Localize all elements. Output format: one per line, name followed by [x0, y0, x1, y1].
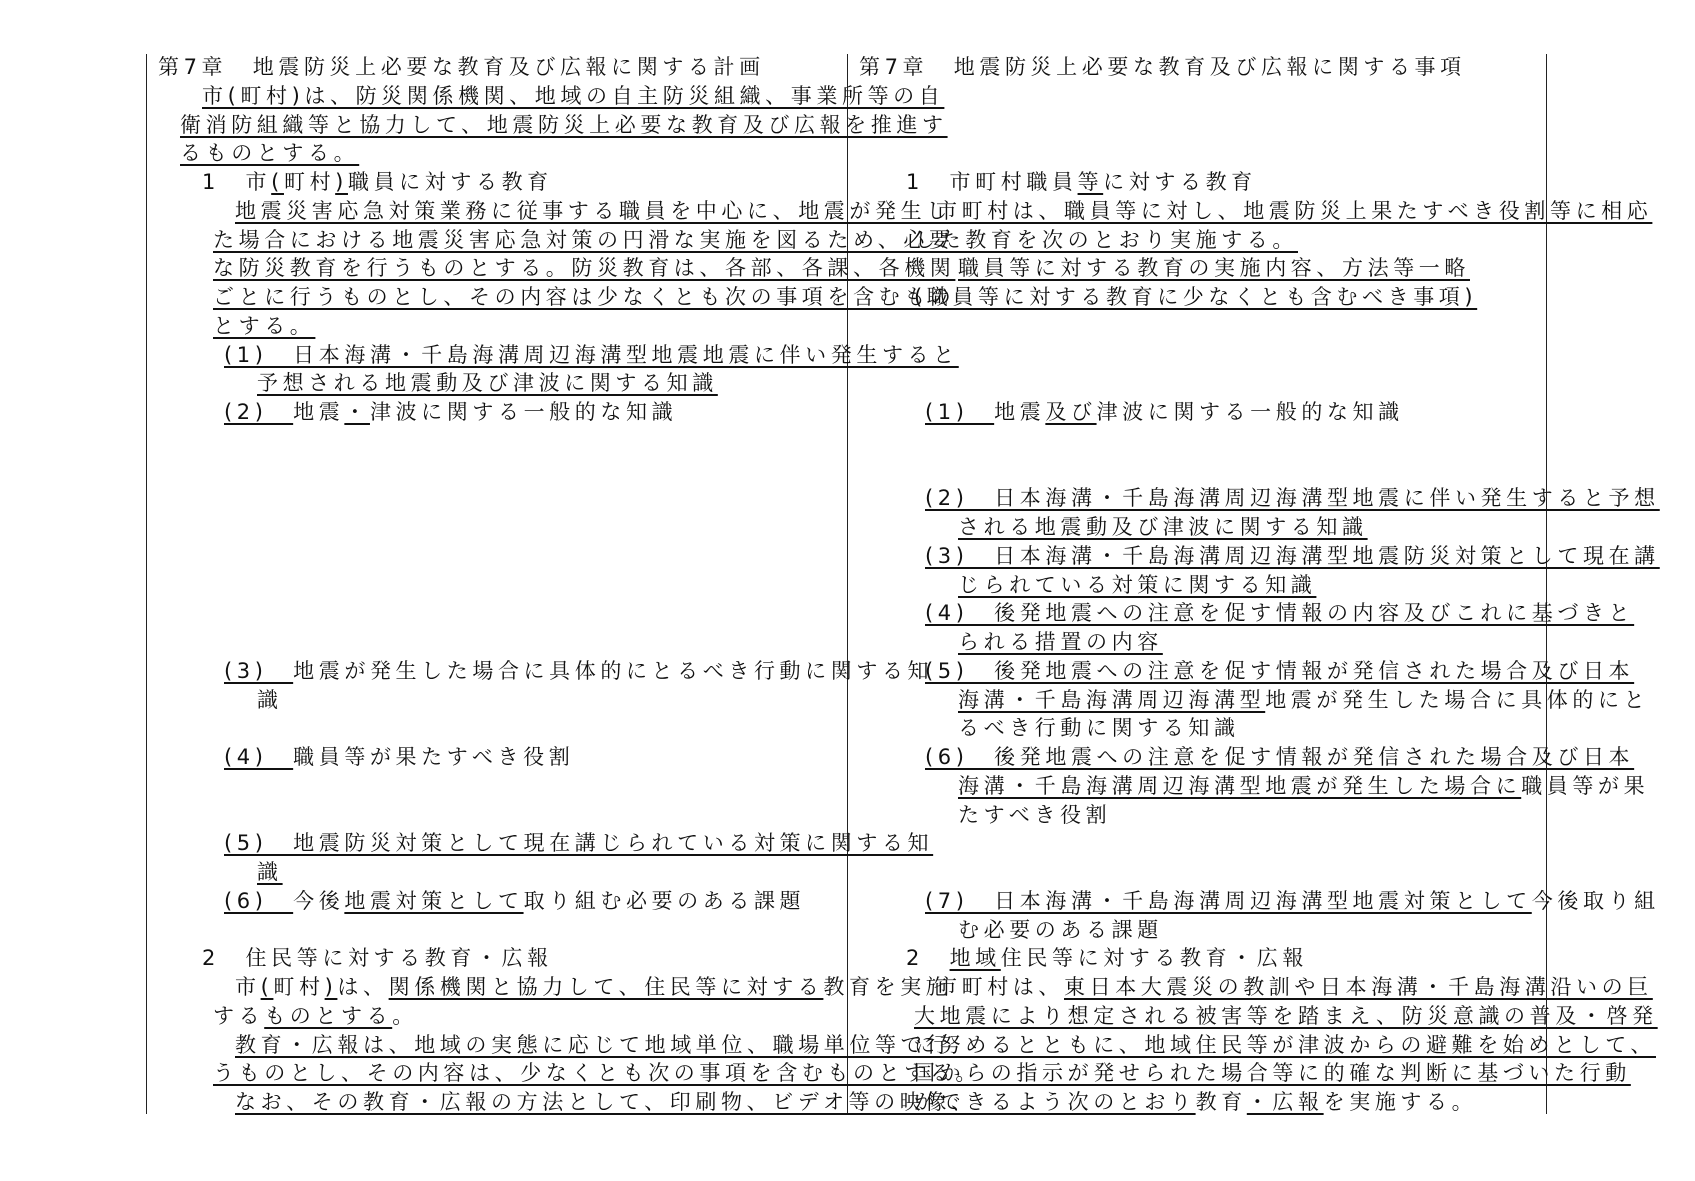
- underlined-text: ものとする: [264, 1003, 393, 1028]
- underlined-text: られる措置の内容: [958, 630, 1163, 654]
- underlined-text: した教育を次のとおり実施する。: [914, 227, 1298, 252]
- text-segment: に対する教育: [1103, 170, 1257, 194]
- text-line: [224, 887, 805, 915]
- underlined-text: 市町村は、職員等に対し、地震防災上果たすべき役割等に相応: [936, 198, 1653, 223]
- text-line: [202, 944, 553, 972]
- underlined-text: (7) 日本海溝・千島海溝周辺海溝型地震対策として: [925, 888, 1532, 913]
- underlined-text: (3): [224, 658, 294, 683]
- underlined-text: ごとに行うものとし、その内容は少なくとも次の事項を含むもの: [213, 285, 956, 309]
- text-segment: 2: [906, 946, 950, 971]
- underlined-text: 及び: [1045, 400, 1097, 424]
- underlined-text: 地震災害応急対策業務に従事する職員を中心に、地震が発生し: [235, 198, 952, 223]
- text-line: [224, 341, 959, 369]
- text-line: [180, 139, 359, 167]
- text-segment: む必要のある課題: [958, 917, 1163, 942]
- text-segment: 職員等が果: [1521, 773, 1650, 798]
- underlined-text: (5) 地震防災対策として現在講じられている対策に関する知: [224, 831, 934, 856]
- text-segment: 職員に対する教育: [347, 170, 553, 194]
- text-segment: 津波に関する一般的な知識: [369, 400, 678, 424]
- text-segment: るべき行動に関する知識: [958, 716, 1240, 741]
- underlined-text: うものとし、その内容は、少なくとも次の事項を含むものとする。: [213, 1061, 981, 1086]
- underlined-text: (4): [224, 745, 294, 769]
- text-line: [213, 1002, 418, 1030]
- underlined-text: 関係機関と協力して、住民等に対する: [388, 975, 824, 999]
- underlined-text: (1): [925, 400, 995, 424]
- text-line: [224, 398, 677, 426]
- text-segment: 地震: [293, 400, 345, 424]
- text-segment: 教育を実施: [823, 975, 952, 999]
- underlined-text: (2) 日本海溝・千島海溝周辺海溝型地震に伴い発生すると予想: [925, 486, 1660, 511]
- text-line: [925, 657, 1634, 685]
- text-line: [224, 657, 933, 685]
- text-line: [914, 283, 1477, 311]
- text-line: [914, 1088, 1477, 1116]
- text-line: [958, 801, 1111, 829]
- underlined-text: (6): [224, 888, 294, 913]
- text-line: [213, 1059, 981, 1087]
- underlined-text: ): [324, 975, 338, 999]
- underlined-text: な防災教育を行うものとする。防災教育は、各部、各課、各機関: [213, 256, 956, 281]
- underlined-text: 衛消防組織等と協力して、地震防災上必要な教育及び広報を推進す: [180, 112, 948, 137]
- underlined-text: 等: [1077, 170, 1104, 194]
- text-line: [914, 1002, 1658, 1030]
- underlined-text: 地震対策として: [344, 888, 524, 913]
- left-chapter-title: [158, 53, 765, 81]
- underlined-text: ができるよう次のとおり: [914, 1090, 1196, 1114]
- underlined-text: 国からの指示が発せられた場合等に的確な判断に基づいた行動: [914, 1061, 1631, 1086]
- text-line: [914, 1059, 1631, 1087]
- underlined-text: 東日本大震災の教訓や日本海溝・千島海溝沿いの巨: [1064, 975, 1653, 999]
- underlined-text: (3) 日本海溝・千島海溝周辺海溝型地震防災対策として現在講: [925, 543, 1660, 568]
- text-line: [224, 743, 574, 771]
- underlined-text: るものとする。: [180, 141, 360, 166]
- underlined-text: ・広報: [1246, 1090, 1324, 1114]
- text-segment: 住民等に対する教育・広報: [1000, 946, 1308, 971]
- underlined-text: 地域: [949, 946, 1001, 971]
- text-segment: 識: [257, 687, 283, 712]
- text-segment: 職員等が果たすべき役割: [293, 745, 575, 769]
- text-segment: 市町村は、: [936, 975, 1064, 999]
- underlined-text: た場合における地震災害応急対策の円滑な実施を図るため、必要: [213, 227, 955, 252]
- text-line: [213, 283, 955, 311]
- text-line: [257, 369, 718, 397]
- text-segment: 教育: [1195, 1090, 1247, 1114]
- text-line: [906, 944, 1308, 972]
- text-line: [180, 111, 948, 139]
- text-segment: 町村: [283, 170, 336, 194]
- text-segment: 1 市町村職員: [906, 170, 1078, 194]
- underlined-text: (6) 後発地震への注意を促す情報が発信された場合及び日本: [925, 745, 1635, 769]
- text-segment: たすべき役割: [958, 802, 1112, 827]
- text-line: [958, 571, 1316, 599]
- text-segment: 地震が発生した場合に具体的にとるべき行動に関する知: [293, 658, 934, 683]
- underlined-text: とする。: [213, 313, 316, 338]
- text-segment: 地震が発生した場合に具体的にと: [1265, 687, 1650, 712]
- text-segment: 今後: [293, 888, 345, 913]
- text-segment: 今後取り組: [1531, 888, 1660, 913]
- left-column-border: [146, 54, 147, 1114]
- text-segment: 第7章 地震防災上必要な教育及び広報に関する計画: [158, 55, 765, 79]
- underlined-text: (: [271, 170, 284, 194]
- right-chapter-title: [859, 53, 1466, 81]
- underlined-text: 教育・広報は、地域の実態に応じて地域単位、職場単位等で行: [235, 1032, 952, 1057]
- text-segment: を実施する。: [1323, 1090, 1478, 1114]
- underlined-text: ・: [344, 400, 370, 424]
- underlined-text: 海溝・千島海溝周辺海溝型: [958, 687, 1266, 712]
- text-line: [906, 168, 1257, 196]
- text-line: [925, 743, 1634, 771]
- underlined-text: (4) 後発地震への注意を促す情報の内容及びこれに基づきと: [925, 601, 1635, 626]
- underlined-text: なお、その教育・広報の方法として、印刷物、ビデオ等の映像、: [235, 1090, 977, 1114]
- text-segment: 第7章 地震防災上必要な教育及び広報に関する事項: [859, 55, 1466, 79]
- underlined-text: (5) 後発地震への注意を促す情報が発信された場合及び日本: [925, 658, 1635, 683]
- underlined-text: 識: [257, 860, 283, 884]
- underlined-text: 職員等に対する教育の実施内容、方法等一略: [958, 256, 1470, 281]
- underlined-text: 予想される地震動及び津波に関する知識: [257, 371, 718, 396]
- text-line: [958, 772, 1649, 800]
- underlined-text: ): [335, 170, 348, 194]
- text-segment: 町村: [273, 975, 325, 999]
- text-line: [958, 254, 1470, 282]
- text-line: [213, 312, 315, 340]
- text-line: [925, 398, 1404, 426]
- underlined-text: (2): [224, 400, 294, 424]
- underlined-text: 市(町村)は、防災関係機関、地域の自主防災組織、事業所等の自: [202, 83, 945, 108]
- text-segment: 津波に関する一般的な知識: [1096, 400, 1404, 424]
- underlined-text: される地震動及び津波に関する知識: [958, 515, 1368, 539]
- text-line: [914, 226, 1298, 254]
- text-segment: 2 住民等に対する教育・広報: [202, 946, 553, 971]
- text-line: [235, 1088, 977, 1116]
- underlined-text: (職員等に対する教育に少なくとも含むべき事項): [914, 285, 1478, 309]
- underlined-text: に努めるとともに、地域住民等が津波からの避難を始めとして、: [914, 1032, 1656, 1057]
- text-line: [202, 168, 553, 196]
- underlined-text: じられている対策に関する知識: [958, 572, 1317, 597]
- text-line: [224, 829, 933, 857]
- text-segment: 取り組む必要のある課題: [523, 888, 806, 913]
- text-line: [936, 973, 1653, 1001]
- text-line: [936, 197, 1652, 225]
- underlined-text: (1) 日本海溝・千島海溝周辺海溝型地震地震に伴い発生すると: [224, 342, 959, 367]
- text-line: [257, 858, 283, 886]
- text-line: [235, 197, 952, 225]
- text-line: [202, 82, 944, 110]
- text-line: [925, 484, 1660, 512]
- text-line: [958, 686, 1649, 714]
- text-line: [925, 887, 1660, 915]
- text-line: [958, 513, 1368, 541]
- text-line: [235, 973, 951, 1001]
- text-segment: 市: [235, 975, 261, 999]
- text-segment: する: [213, 1003, 265, 1028]
- text-line: [213, 254, 955, 282]
- underlined-text: 海溝・千島海溝周辺海溝型地震が発生した場合に: [958, 773, 1522, 798]
- text-segment: 1 市: [202, 170, 272, 194]
- text-line: [958, 628, 1163, 656]
- text-line: [958, 916, 1163, 944]
- text-segment: は、: [337, 975, 389, 999]
- underlined-text: (: [260, 975, 274, 999]
- text-line: [958, 714, 1240, 742]
- text-line: [235, 1031, 952, 1059]
- underlined-text: 大地震により想定される被害等を踏まえ、防災意識の普及・啓発: [914, 1003, 1658, 1028]
- text-line: [213, 226, 955, 254]
- text-segment: 地震: [994, 400, 1046, 424]
- text-line: [914, 1031, 1656, 1059]
- text-line: [925, 599, 1634, 627]
- text-line: [925, 542, 1660, 570]
- text-line: [257, 686, 283, 714]
- text-segment: 。: [392, 1003, 418, 1028]
